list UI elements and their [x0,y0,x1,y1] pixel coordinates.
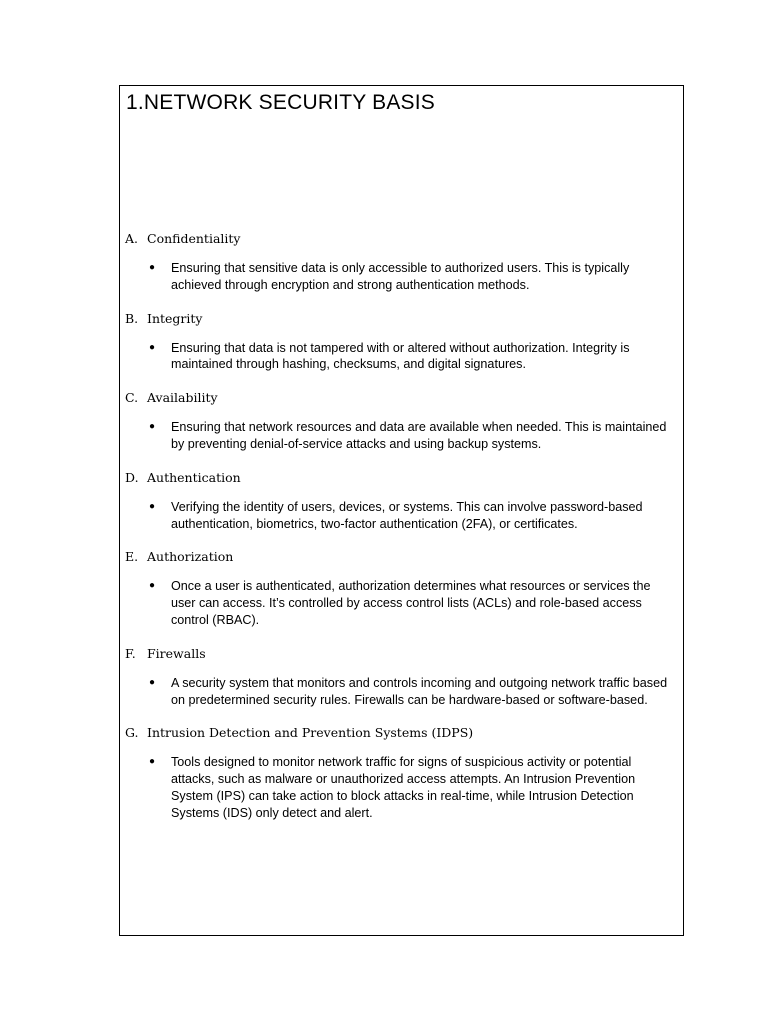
content-frame [119,85,684,936]
section-letter: F. [125,645,136,661]
bullet-icon: ● [149,580,156,592]
spacer [125,708,675,724]
section-idps [125,724,675,821]
bullet-list [125,340,675,374]
section-letter: G. [125,725,139,741]
section-heading [125,469,675,486]
bullet-list [125,578,675,628]
section-heading [125,230,675,247]
page-title: 1.NETWORK SECURITY BASIS [126,91,435,114]
spacer [125,294,675,310]
bullet-text: Verifying the identity of users, devices, or systems. This can involve password-based authentication, biometrics, two-factor authentication (2FA), or certificates. [171,499,643,531]
spacer [125,453,675,469]
bullet-item [125,419,675,453]
section-authentication [125,469,675,533]
bullet-list [125,499,675,533]
section-heading [125,389,675,406]
spacer [125,532,675,548]
bullet-text: Ensuring that sensitive data is only accessible to authorized users. This is typically achieved through encryption and strong authentication methods. [171,261,630,292]
spacer [125,629,675,645]
bullet-list [125,260,675,294]
section-availability [125,389,675,453]
bullet-text: Once a user is authenticated, authorization determines what resources or services the user can access. It’s controlled by access control lists (ACLs) and role-based access control (RBAC). [171,579,651,627]
section-heading-text: Authentication [147,469,241,485]
bullet-item [125,754,675,821]
section-letter: B. [125,310,139,326]
section-heading [125,724,675,741]
bullet-list [125,675,675,709]
section-list [125,230,675,822]
section-heading [125,548,675,565]
bullet-item [125,340,675,374]
bullet-text: Ensuring that data is not tampered with or altered without authorization. Integrity is maintained through hashing, checksums, and digital signatures. [171,340,630,372]
section-letter: E. [125,549,139,565]
section-confidentiality [125,230,675,294]
section-integrity [125,310,675,374]
bullet-list [125,754,675,821]
bullet-item [125,675,675,709]
section-authorization [125,548,675,628]
section-heading-text: Availability [147,390,218,406]
bullet-text: Ensuring that network resources and data are available when needed. This is maintained by preventing denial-of-service attacks and using backup systems. [171,420,667,451]
section-heading-text: Authorization [147,549,234,565]
section-heading-text: Confidentiality [147,231,241,246]
bullet-text: Tools designed to monitor network traffic for signs of suspicious activity or potential attacks, such as malware or unauthorized access attempts. An Intrusion Prevention System (IPS) can take action to block attacks in real-time, while Intrusion Detection Systems (IDS) only detect and alert. [171,755,636,820]
bullet-icon: ● [149,341,156,353]
bullet-list [125,419,675,453]
section-heading [125,310,675,327]
bullet-item [125,260,675,294]
section-heading-text: Firewalls [147,645,206,661]
spacer [125,373,675,389]
bullet-item [125,499,675,533]
section-letter: D. [125,469,139,485]
section-heading-text: Intrusion Detection and Prevention Systems (IDPS) [147,725,474,741]
bullet-icon: ● [149,756,156,768]
bullet-text: A security system that monitors and controls incoming and outgoing network traffic based on predetermined security rules. Firewalls can be hardware-based or software-based. [171,675,668,707]
section-letter: C. [125,390,139,406]
section-firewalls [125,645,675,709]
bullet-item [125,578,675,628]
section-heading [125,645,675,662]
bullet-icon: ● [149,421,156,433]
bullet-icon: ● [149,676,156,688]
section-heading-text: Integrity [147,310,203,326]
bullet-icon: ● [149,500,156,512]
bullet-icon: ● [149,262,156,273]
section-letter: A. [125,231,139,246]
